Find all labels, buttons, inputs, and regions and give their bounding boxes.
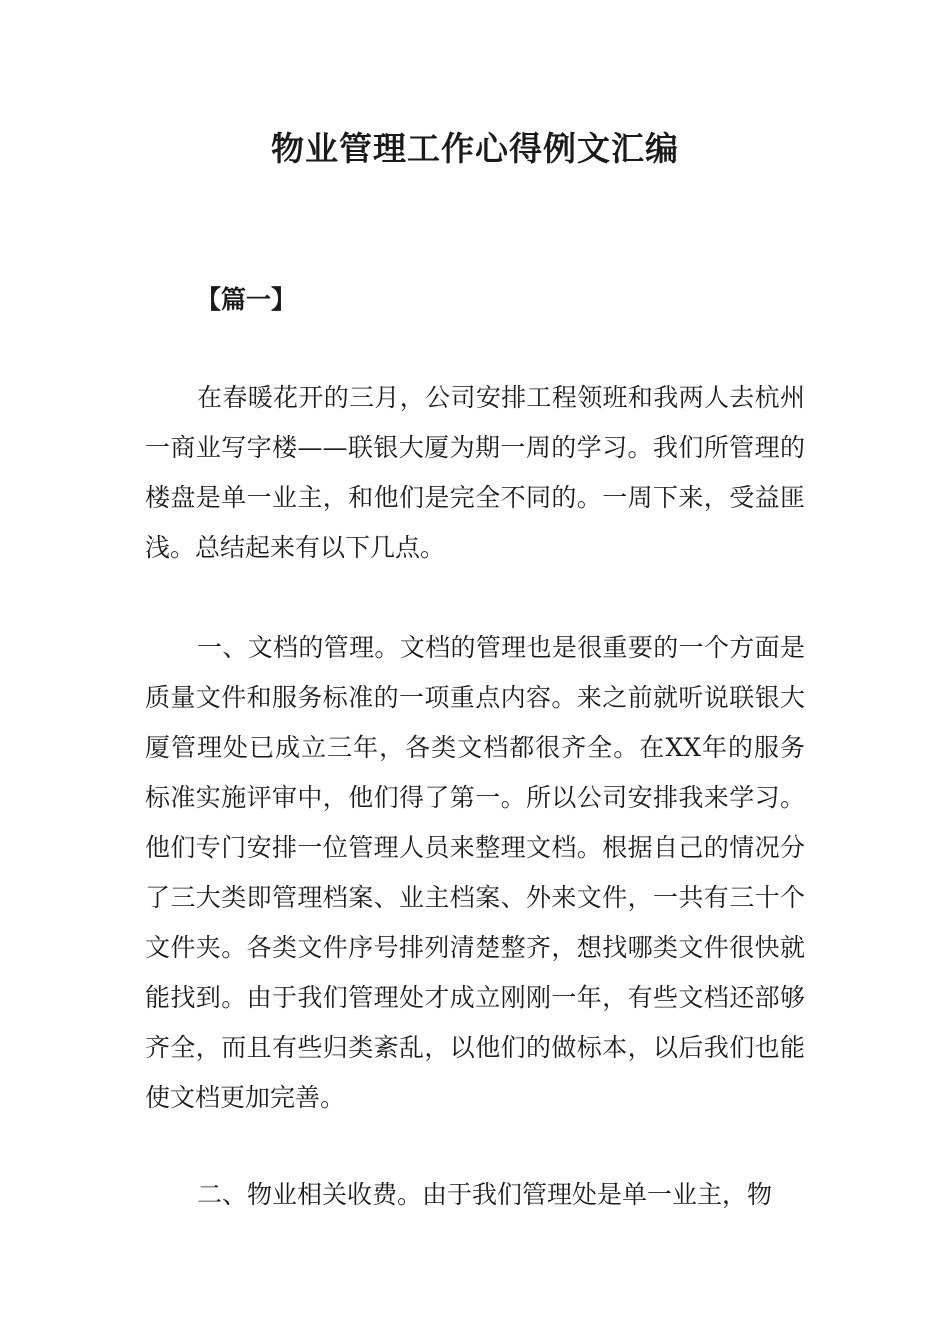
paragraph-intro: 在春暖花开的三月，公司安排工程领班和我两人去杭州一商业写字楼——联银大厦为期一周的学习。我们所管理的楼盘是单一业主，和他们是完全不同的。一周下来，受益匪浅。总结起来有以下几点。 [145, 383, 805, 562]
section-label: 【篇一】 [196, 285, 297, 314]
document-title: 物业管理工作心得例文汇编 [271, 129, 679, 168]
paragraph-property-fees: 二、物业相关收费。由于我们管理处是单一业主，物 [197, 1180, 773, 1209]
paragraph-document-management: 一、文档的管理。文档的管理也是很重要的一个方面是质量文件和服务标准的一项重点内容。来之前就听说联银大厦管理处已成立三年，各类文档都很齐全。在XX年的服务标准实施评审中，他们得了第一。所以公司安排我来学习。他们专门安排一位管理人员来整理文档。根据自己的情况分了三大类即管理档案、业主档案、外来文件，一共有三十个文件夹。各类文件序号排列清楚整齐，想找哪类文件很快就能找到。由于我们管理处才成立刚刚一年，有些文档还部够齐全，而且有些归类紊乱，以他们的做标本，以后我们也能使文档更加完善。 [145, 633, 805, 1112]
